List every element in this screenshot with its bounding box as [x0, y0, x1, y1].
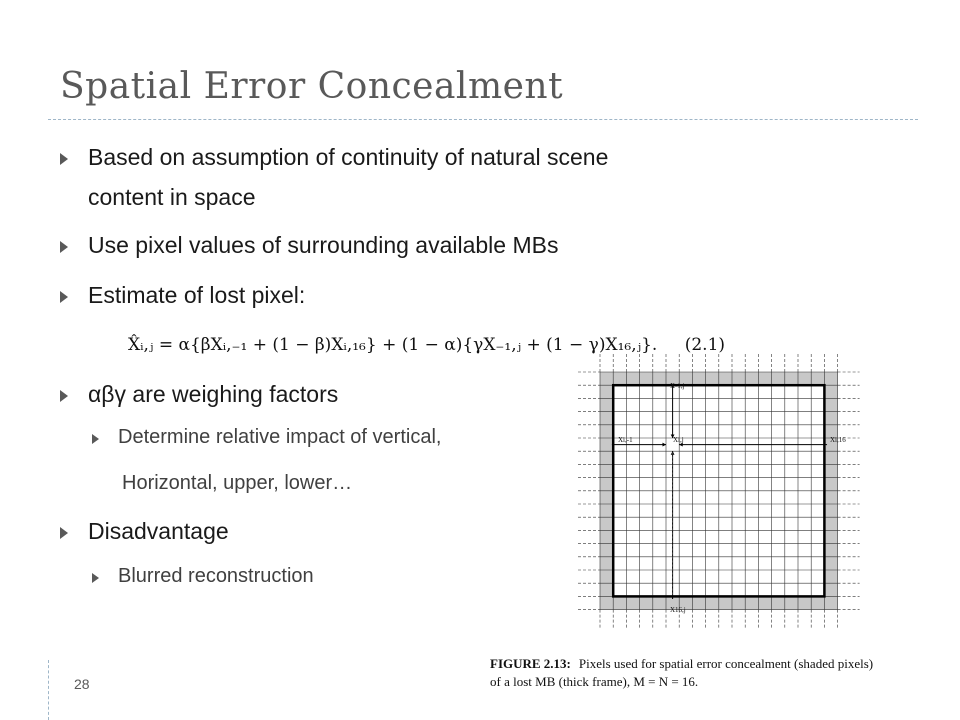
bullet-weighing-factors: αβγ are weighing factors — [88, 381, 339, 407]
bullet-continuity-cont: content in space — [88, 184, 256, 210]
bullet-arrow-icon — [60, 527, 68, 539]
bullet-pixel-values: Use pixel values of surrounding available MBs — [88, 232, 559, 258]
bullet-continuity: Based on assumption of continuity of natural scene — [88, 144, 609, 170]
bullet-arrow-icon — [60, 153, 68, 165]
pixel-grid-figure — [560, 352, 870, 642]
bullet-estimate: Estimate of lost pixel: — [88, 282, 306, 308]
label-left: Xi,-1 — [618, 436, 633, 444]
page-number: 28 — [74, 676, 90, 692]
slide-title: Spatial Error Concealment — [60, 66, 564, 107]
caption-line-1: Pixels used for spatial error concealment (shaded pixels) — [578, 656, 874, 671]
sub-bullet-directions: Horizontal, upper, lower… — [122, 472, 353, 494]
label-center: Xi,j — [673, 436, 684, 444]
bullet-arrow-icon — [60, 390, 68, 402]
footer-divider — [48, 660, 49, 720]
label-top: X-1,j — [670, 382, 685, 390]
sub-bullet-relative-impact: Determine relative impact of vertical, — [118, 426, 442, 448]
bullet-disadvantage: Disadvantage — [88, 518, 229, 544]
bullet-arrow-icon — [60, 241, 68, 253]
label-bottom: X16,j — [670, 606, 686, 614]
caption-label: FIGURE 2.13: — [490, 656, 571, 671]
sub-bullet-blurred: Blurred reconstruction — [118, 565, 314, 587]
sub-bullet-arrow-icon — [92, 434, 99, 444]
bullet-arrow-icon — [60, 291, 68, 303]
figure-caption — [490, 655, 955, 691]
sub-bullet-arrow-icon — [92, 573, 99, 583]
formula-expression: X̂ᵢ,ⱼ = α{βXᵢ,₋₁ + (1 − β)Xᵢ,₁₆} + (1 − α){γX₋₁,ⱼ + (1 − γ)X₁₆,ⱼ}. — [128, 335, 658, 355]
formula-number: (2.1) — [684, 335, 726, 355]
label-right: Xi,16 — [830, 436, 846, 444]
title-divider — [48, 119, 918, 120]
caption-line-2: of a lost MB (thick frame), M = N = 16. — [490, 674, 699, 689]
